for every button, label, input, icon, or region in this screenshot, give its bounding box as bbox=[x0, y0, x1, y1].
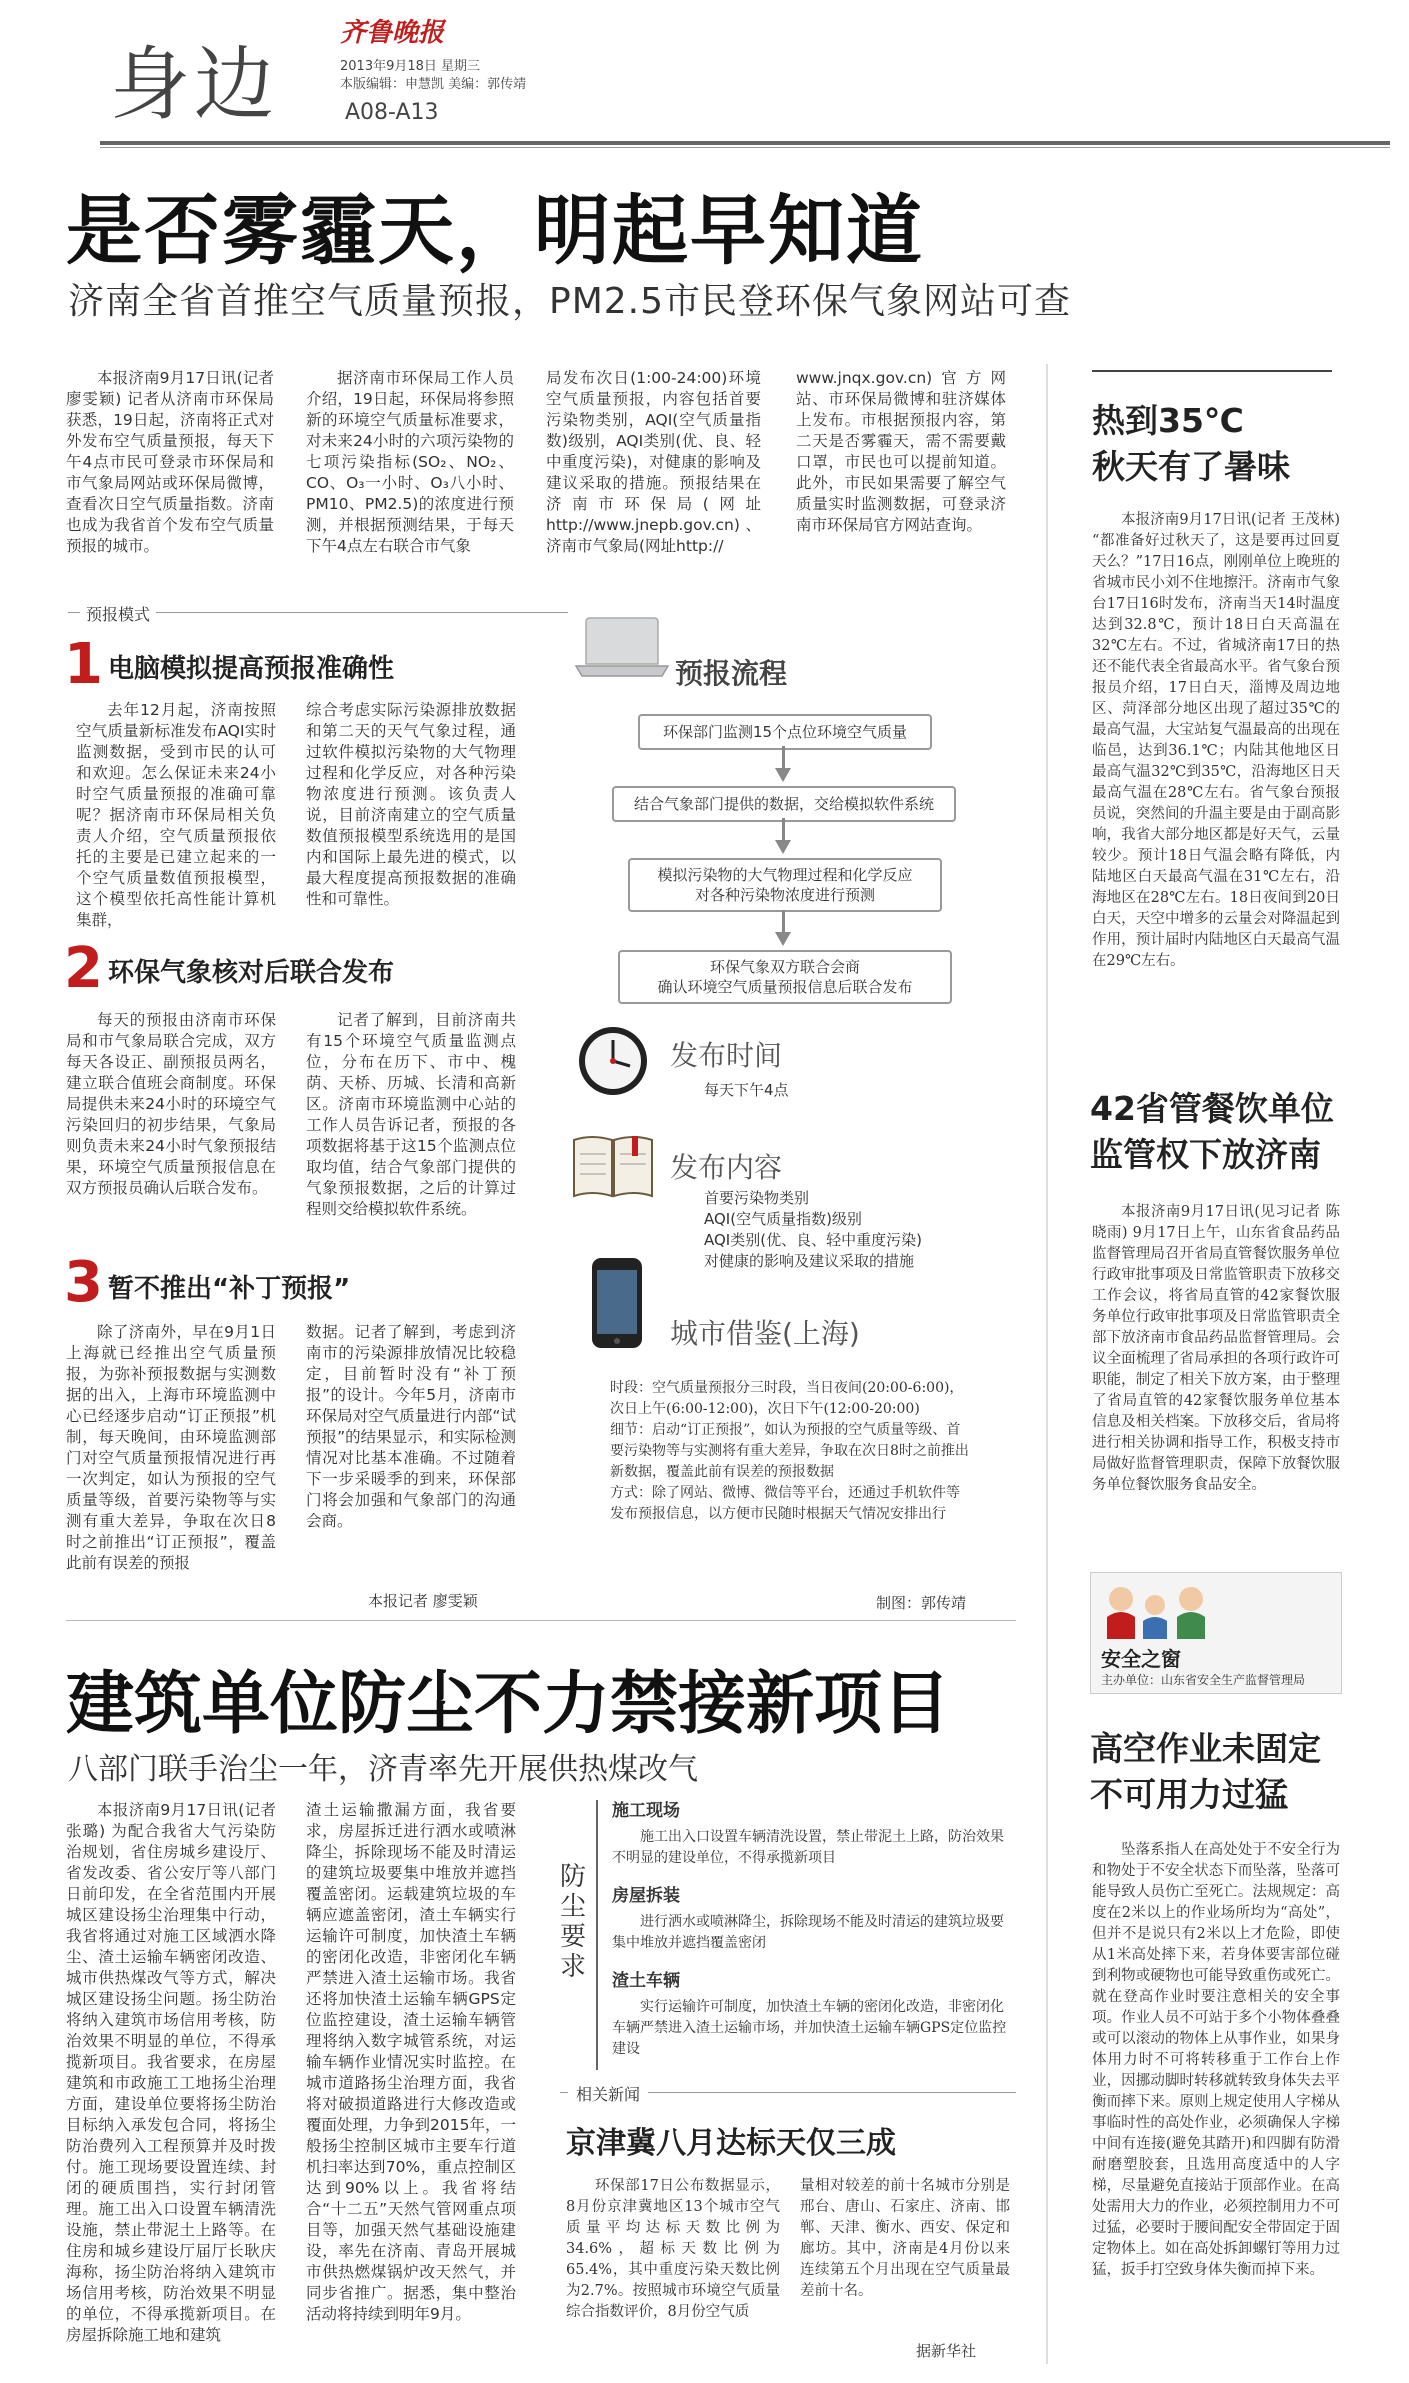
section-number-3: 3 bbox=[64, 1250, 103, 1315]
flow-step-4: 环保气象双方联合会商 确认环境空气质量预报信息后联合发布 bbox=[618, 950, 952, 1004]
section-2-col-1 bbox=[66, 1010, 276, 1201]
safety-box-sponsor: 主办单位：山东省安全生产监督管理局 bbox=[1101, 1673, 1306, 1687]
flow-step-2: 结合气象部门提供的数据，交给模拟软件系统 bbox=[612, 786, 956, 822]
release-content-item: AQI类别(优、良、轻中重度污染) bbox=[704, 1231, 922, 1249]
dust-item-title: 渣土车辆 bbox=[612, 1971, 680, 1991]
intro-col-4 bbox=[796, 368, 1006, 538]
sidebar-paragraph: 本报济南9月17日讯(见习记者 陈晓雨) 9月17日上午，山东省食品药品监督管理局召开省局直管餐饮服务单位行政审批事项及日常监管职责下放移交工作会议，将省局直管的42家餐饮服务单位行政审批事项及日常监管职责全部下放济南市食品药品监督管理局。会议全面梳理了省局承担的各项行政许可职能，制定了相关下放方案，由于整理了省局直管的42家餐饮服务单位基本信息及相关档案。下放移交后，省局将进行相关协调和指导工作，积极支持市局做好监督管理职责，保障下放餐饮服务单位餐饮服务食品安全。 bbox=[1092, 1204, 1340, 1493]
sidebar-story-3-headline bbox=[1090, 1726, 1321, 1818]
flow-connector bbox=[782, 746, 785, 770]
issue-date: 2013年9月18日 星期三 bbox=[340, 59, 481, 74]
section-1-col-2 bbox=[306, 700, 516, 912]
section-title-2: 环保气象核对后联合发布 bbox=[108, 958, 395, 988]
section-3-byline: 本报记者 廖雯颖 bbox=[368, 1592, 478, 1610]
related-paragraph: 量相对较差的前十名城市分别是邢台、唐山、石家庄、济南、邯郸、天津、衡水、西安、保定和廊坊。其中，济南是4月份以来连续第五个月出现在空气质量最差前十名。 bbox=[800, 2178, 1010, 2299]
intro-col-2 bbox=[306, 368, 514, 559]
dust-item-text: 实行运输许可制度，加快渣土车辆的密闭化改造，非密闭化车辆严禁进入渣土运输市场，并加快渣土运输车辆GPS定位监控建设 bbox=[612, 1999, 1007, 2057]
intro-paragraph: 本报济南9月17日讯(记者 廖雯颖) 记者从济南市环保局获悉，19日起，济南将正式对外发布空气质量预报，每天下午4点市民可登录市环保局和市气象局网站或环保局微博，查看次日空气质量指数。济南也成为我省首个发布空气质量预报的城市。 bbox=[66, 369, 274, 555]
headline-line: 秋天有了暑味 bbox=[1092, 447, 1290, 486]
headline-line: 不可用力过猛 bbox=[1090, 1775, 1288, 1814]
section-number-1: 1 bbox=[64, 632, 103, 697]
safety-box bbox=[1090, 1572, 1342, 1694]
release-time-text: 每天下午4点 bbox=[704, 1081, 789, 1099]
release-content-item: AQI(空气质量指数)级别 bbox=[704, 1210, 862, 1228]
city-reference-item: 时段：空气质量预报分三时段，当日夜间(20:00-6:00)，次日上午(6:00-12:00)，次日下午(12:00-20:00) bbox=[610, 1380, 964, 1417]
flow-arrow-icon bbox=[775, 932, 791, 946]
dust-item-text: 施工出入口设置车辆清洗设置，禁止带泥土上路，防治效果不明显的建设单位，不得承揽新项目 bbox=[612, 1829, 1004, 1866]
section-2-col-2 bbox=[306, 1010, 516, 1222]
related-col-1 bbox=[566, 2176, 780, 2325]
flow-connector bbox=[782, 818, 785, 842]
sidebar-story-2-headline bbox=[1090, 1086, 1334, 1178]
section-paragraph: 记者了解到，目前济南共有15个环境空气质量监测点位，分布在历下、市中、槐荫、天桥、历城、长清和高新区。济南市环境监测中心站的工作人员告诉记者，预报的各项数据将基于这15个监测点位取均值，结合气象部门提供的气象预报数据，之后的计算过程则交给模拟软件系统。 bbox=[306, 1011, 516, 1218]
city-reference-title: 城市借鉴(上海) bbox=[670, 1317, 860, 1350]
graphic-credit: 制图：郭传靖 bbox=[876, 1594, 967, 1612]
section-paragraph: 综合考虑实际污染源排放数据和第二天的天气气象过程，通过软件模拟污染物的大气物理过程和化学反应，对各种污染物浓度进行预测。该负责人说，目前济南建立的空气质量数值预报模型系统选用的是国内和国际上最先进的模式，以最大程度提高预报数据的准确性和可靠性。 bbox=[306, 701, 516, 908]
related-paragraph: 环保部17日公布数据显示，8月份京津冀地区13个城市空气质量平均达标天数比例为34.6%，超标天数比例为65.4%，其中重度污染天数比例为2.7%。按照城市环境空气质量综合指数评价，8月份空气质 bbox=[566, 2178, 780, 2320]
sidebar-story-2-body bbox=[1092, 1202, 1340, 1498]
second-headline: 建筑单位防尘不力禁接新项目 bbox=[66, 1665, 951, 1744]
section-paragraph: 去年12月起，济南按照空气质量新标准发布AQI实时监测数据，受到市民的认可和欢迎。怎么保证未来24小时空气质量预报的准确可靠呢？据济南市环保局相关负责人介绍，空气质量预报依托的主要是已建立起来的一个空气质量数值预报模型，这个模型依托高性能计算机集群， bbox=[76, 701, 276, 929]
dust-requirements-list bbox=[612, 1796, 1012, 2060]
story-divider bbox=[66, 1620, 1016, 1621]
intro-col-1 bbox=[66, 368, 274, 559]
flow-title: 预报流程 bbox=[675, 657, 788, 690]
intro-paragraph: www.jnqx.gov.cn)官方网站、市环保局微博和驻济媒体上发布。市根据预报内容，第二天是否雾霾天，需不需要戴口罩，市民也可以提前知道。此外，市民如果需要了解空气质量实时监测数据，可登录济南市环保局官方网站查询。 bbox=[796, 369, 1006, 534]
flow-connector bbox=[782, 910, 785, 934]
section-paragraph: 数据。记者了解到，考虑到济南市的污染源排放情况比较稳定，目前暂时没有“补丁预报”的设计。今年5月，济南市环保局对空气质量进行内部“试预报”的结果显示，和实际检测情况对比基本准确。不过随着下一步采暖季的到来，环保部门将会加强和气象部门的沟通会商。 bbox=[306, 1323, 516, 1530]
city-reference-text bbox=[610, 1378, 970, 1525]
section-title-3: 暂不推出“补丁预报” bbox=[108, 1274, 351, 1304]
main-subhead: 济南全省首推空气质量预报，PM2.5市民登环保气象网站可查 bbox=[68, 281, 1072, 322]
safety-box-title: 安全之窗 bbox=[1101, 1647, 1181, 1671]
second-paragraph: 渣土运输撒漏方面，我省要求，房屋拆迁进行洒水或喷淋降尘，拆除现场不能及时清运的建筑垃圾要集中堆放并遮挡覆盖密闭。运载建筑垃圾的车辆应遮盖密闭，渣土车辆实行运输许可制度，加快渣土车辆的密闭化改造，非密闭化车辆严禁进入渣土运输市场。我省还将加快渣土运输车辆GPS定位监控建设，渣土运输车辆管理将纳入数字城管系统，对运输车辆作业情况实时监控。在城市道路扬尘治理方面，我省将对破损道路进行大修改造或覆面处理，力争到2015年，一般扬尘控制区城市主要车行道机扫率达到70%，重点控制区达到90%以上。我省将结合“十二五”天然气管网重点项目等，加强天然气基础设施建设，率先在济南、青岛开展城市供热燃煤锅炉改天然气，并同步省推广。据悉，集中整治活动将持续到明年9月。 bbox=[306, 1801, 516, 2323]
section-title-1: 电脑模拟提高预报准确性 bbox=[108, 654, 395, 684]
sidebar-story-1-headline bbox=[1092, 398, 1290, 490]
section-1-col-1 bbox=[76, 700, 276, 933]
release-content-item: 首要污染物类别 bbox=[704, 1189, 810, 1207]
related-news-label: 相关新闻 bbox=[568, 2082, 648, 2105]
clock-icon bbox=[576, 1024, 650, 1098]
notebook-icon bbox=[570, 1132, 656, 1200]
section-3-col-1 bbox=[66, 1322, 276, 1576]
section-3-col-2 bbox=[306, 1322, 516, 1534]
headline-line: 热到35℃ bbox=[1092, 401, 1244, 440]
city-reference-item: 方式：除了网站、微博、微信等平台，还通过手机软件等发布预报信息，以方便市民随时根据天气情况安排出行 bbox=[610, 1485, 960, 1522]
release-content-title: 发布内容 bbox=[670, 1151, 783, 1184]
phone-icon bbox=[588, 1256, 646, 1350]
intro-col-3 bbox=[546, 368, 761, 559]
release-content-item: 对健康的影响及建议采取的措施 bbox=[704, 1252, 915, 1270]
sidebar-paragraph: 坠落系指人在高处处于不安全行为和物处于不安全状态下而坠落，坠落可能导致人员伤亡至死亡。法规规定：高度在2米以上的作业场所均为“高处”，但并不是说只有2米以上才危险，即使从1米高处摔下来，若身体要害部位碰到利物或硬物也可能导致重伤或死亡。就在登高作业时要注意相关的安全事项。作业人员不可站于多个小物体叠叠或可以滚动的物体上从事作业，如果身体用力时不可将转移重于工作台上作业，因挪动脚时转移就转致身体失去平衡而摔下来。原则上规定使用人字梯从事临时性的高处作业，必须确保人字梯中间有连接(避免其踏开)和四脚有防滑耐磨塑胶套，且选用高度适中的人字梯，尽量避免直接站于顶部作业。在高处需用大力的作业，必须控制用力不可过猛，必要时于腰间配安全带固定于固定物体上。如在高处拆卸螺钉等用力过猛，扳手打空致身体失衡而掉下来。 bbox=[1092, 1842, 1340, 2278]
flow-arrow-icon bbox=[775, 840, 791, 854]
section-paragraph: 每天的预报由济南市环保局和市气象局联合完成，双方每天各设正、副预报员两名，建立联合值班会商制度。环保局提供未来24小时的环境空气污染回归的初步结果，气象局则负责未来24小时气象预报结果，环境空气质量预报信息在双方预报员确认后联合发布。 bbox=[66, 1011, 276, 1197]
flow-arrow-icon bbox=[775, 768, 791, 782]
sidebar-divider bbox=[1046, 364, 1048, 2364]
page-range: A08-A13 bbox=[345, 100, 439, 125]
dust-item-text: 进行洒水或喷淋降尘，拆除现场不能及时清运的建筑垃圾要集中堆放并遮挡覆盖密闭 bbox=[612, 1914, 1004, 1951]
dust-item-title: 房屋拆装 bbox=[612, 1886, 680, 1906]
sidebar-story-1-body bbox=[1092, 510, 1340, 974]
masthead-meta bbox=[340, 58, 526, 94]
release-content-list bbox=[704, 1188, 922, 1272]
dust-item-title: 施工现场 bbox=[612, 1801, 680, 1821]
mode-label: 预报模式 bbox=[80, 602, 156, 625]
city-reference-item: 细节：启动“订正预报”，如认为预报的空气质量等级、首要污染物等与实测将有重大差异，争取在次日8时之前推出新数据，覆盖此前有误差的预报数据 bbox=[610, 1422, 969, 1480]
intro-paragraph: 局发布次日(1:00-24:00)环境空气质量预报，内容包括首要污染物类别，AQI(空气质量指数)级别，AQI类别(优、良、轻中重度污染)，对健康的影响及建议采取的措施。预报结果在济南市环保局(网址http://www.jnepb.gov.cn)、济南市气象局(网址http:// bbox=[546, 369, 761, 555]
second-col-1 bbox=[66, 1800, 276, 2348]
second-subhead: 八部门联手治尘一年，济青率先开展供热煤改气 bbox=[68, 1752, 698, 1787]
related-credit: 据新华社 bbox=[916, 2342, 977, 2360]
masthead-rule bbox=[100, 141, 1390, 145]
section-name: 身边 bbox=[110, 38, 278, 131]
second-paragraph: 本报济南9月17日讯(记者 张璐) 为配合我省大气污染防治规划，省住房城乡建设厅、省发改委、省公安厅等八部门日前印发，在全省范围内开展城区建设扬尘治理集中行动，我省将通过对施工区域洒水降尘、渣土运输车辆密闭改造、城市供热煤改气等方式，解决城区建设扬尘问题。扬尘防治将纳入建筑市场信用考核，防治效果不明显的单位，不得承揽新项目。我省要求，在房屋建筑和市政施工工地扬尘治理方面，建设单位要将扬尘防治目标纳入承发包合同，将扬尘防治费列入工程预算并及时拨付。施工现场要设置连续、封闭的硬质围挡，实行封闭管理。施工出入口设置车辆清洗设施，禁止带泥土上路等。在住房和城乡建设厅届厅长耿庆海称，扬尘防治将纳入建筑市场信用考核，防治效果不明显的单位，不得承揽新项目。在房屋拆除施工地和建筑 bbox=[66, 1801, 276, 2344]
newspaper-logo: 齐鲁晚报 bbox=[340, 18, 445, 48]
family-illustration-icon bbox=[1097, 1577, 1215, 1639]
second-col-2 bbox=[306, 1800, 516, 2327]
intro-paragraph: 据济南市环保局工作人员介绍，19日起，环保局将参照新的环境空气质量标准要求，对未来24小时的六项污染物的七项污染指标(SO₂、NO₂、CO、O₃一小时、O₃八小时、PM10、PM2.5)的浓度进行预测，并根据预测结果，于每天下午4点左右联合市气象 bbox=[306, 369, 514, 555]
flow-step-1: 环保部门监测15个点位环境空气质量 bbox=[638, 714, 932, 750]
flow-step-3: 模拟污染物的大气物理过程和化学反应 对各种污染物浓度进行预测 bbox=[628, 858, 942, 912]
section-paragraph: 除了济南外，早在9月1日上海就已经推出空气质量预报，为弥补预报数据与实测数据的出入，上海市环境监测中心已经逐步启动“订正预报”机制，每天晚间，由环境监测部门对空气质量预报情况进行再一次判定，如认为预报的空气质量等级，首要污染物等与实测有重大差异，争取在次日8时之前推出“订正预报”，覆盖此前有误差的预报 bbox=[66, 1323, 276, 1572]
sidebar-paragraph: 本报济南9月17日讯(记者 王茂林) “都准备好过秋天了，这是要再过回夏天么？”17日16点，刚刚单位上晚班的省城市民小刘不住地擦汗。济南市气象台17日16时发布，济南当天14时温度达到32.8℃，预计18日白天高温在32℃左右。不过，省城济南17日的热还不能代表全省最高水平。省气象台预报员介绍，17日白天，淄博及周边地区、菏泽部分地区出现了超过35℃的最高气温，大宝站复气温最高的出现在临邑，达到36.1℃；内陆其他地区日最高气温32℃到35℃，沿海地区日天最高气温在28℃左右。省气象台预报员说，突然间的升温主要是由于副高影响，我省大部分地区都是好天气，云量较少。预计18日气温会略有降低，内陆地区白天最高气温在31℃左右，沿海地区在28℃左右。18日夜间到20日白天，天空中增多的云量会对降温起到作用，预计届时内陆地区白天最高气温在29℃左右。 bbox=[1092, 512, 1340, 969]
headline-line: 42省管餐饮单位 bbox=[1090, 1089, 1334, 1128]
related-headline: 京津冀八月达标天仅三成 bbox=[566, 2126, 896, 2161]
headline-line: 监管权下放济南 bbox=[1090, 1135, 1321, 1174]
main-headline: 是否雾霾天，明起早知道 bbox=[66, 186, 924, 275]
related-col-2 bbox=[800, 2176, 1010, 2304]
masthead-rule-thin bbox=[100, 147, 1390, 148]
laptop-icon bbox=[572, 612, 672, 682]
headline-line: 高空作业未固定 bbox=[1090, 1729, 1321, 1768]
editor-credit: 本版编辑：申慧凯 美编：郭传靖 bbox=[340, 77, 527, 92]
sidebar-story-3-body bbox=[1092, 1840, 1340, 2283]
section-number-2: 2 bbox=[64, 936, 103, 1001]
sidebar-rule bbox=[1092, 370, 1332, 372]
dust-divider bbox=[596, 1800, 598, 2070]
dust-requirements-label: 防尘要求 bbox=[560, 1862, 587, 1982]
release-time-title: 发布时间 bbox=[670, 1039, 783, 1072]
